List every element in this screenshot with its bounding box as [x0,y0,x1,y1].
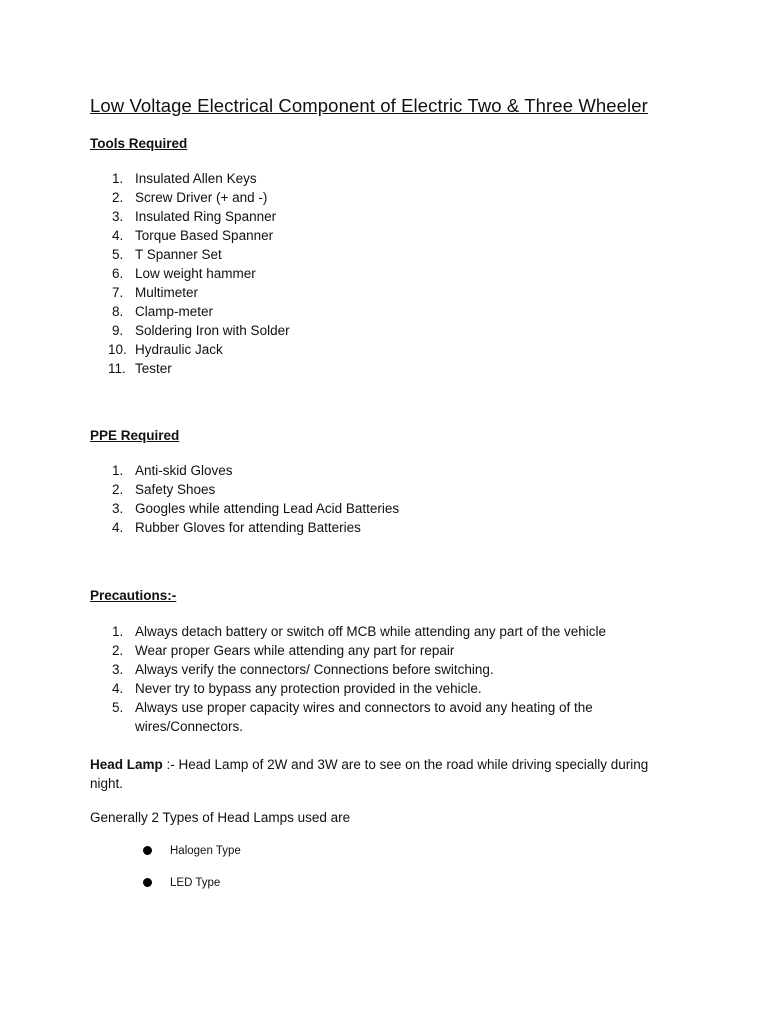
item-number: 4. [112,681,124,696]
item-text: Multimeter [135,285,199,300]
list-item [90,321,290,340]
item-text: Screw Driver (+ and -) [135,190,268,205]
bullet-icon [143,878,152,887]
list-item [90,641,650,660]
item-number: 7. [112,285,124,300]
item-text: Torque Based Spanner [135,228,274,243]
item-text: Anti-skid Gloves [135,463,233,478]
item-number: 2. [112,482,124,497]
item-number: 4. [112,520,124,535]
item-text: Always detach battery or switch off MCB while attending any part of the vehicle [135,624,606,639]
list-item [90,480,399,499]
item-number: 10. [108,342,127,357]
list-item [90,283,290,302]
bullet-text: LED Type [170,877,221,889]
item-text: Always use proper capacity wires and connectors to avoid any heating of the wires/Connectors. [135,700,593,734]
item-number: 3. [112,501,124,516]
item-number: 2. [112,643,124,658]
bullet-item [140,842,241,874]
item-number: 6. [112,266,124,281]
head-lamp-label: Head Lamp [90,757,163,772]
list-item [90,499,399,518]
item-text: Low weight hammer [135,266,256,281]
item-text: Insulated Allen Keys [135,171,257,186]
list-item [90,188,290,207]
item-number: 3. [112,662,124,677]
item-number: 5. [112,247,124,262]
list-item [90,461,399,480]
item-text: Tester [135,361,172,376]
item-number: 11. [108,361,126,376]
item-text: Insulated Ring Spanner [135,209,277,224]
item-number: 1. [112,463,124,478]
ppe-list [90,461,399,537]
bullet-icon [143,846,152,855]
list-item [90,660,650,679]
item-number: 9. [112,323,124,338]
item-text: Never try to bypass any protection provided in the vehicle. [135,681,482,696]
document-title: Low Voltage Electrical Component of Electric Two & Three Wheeler [90,95,648,116]
item-number: 4. [112,228,124,243]
item-text: Always verify the connectors/ Connections before switching. [135,662,494,677]
item-text: Hydraulic Jack [135,342,223,357]
lamp-types-list [140,842,241,906]
precautions-heading: Precautions:- [90,588,177,603]
list-item [90,340,290,359]
bullet-item [140,874,241,906]
list-item [90,622,650,641]
item-number: 1. [112,171,124,186]
list-item [90,226,290,245]
list-item [90,698,650,736]
item-number: 3. [112,209,124,224]
tools-list [90,169,290,378]
head-lamp-text: :- Head Lamp of 2W and 3W are to see on the road while driving specially during night. [90,757,649,791]
tools-heading: Tools Required [90,136,188,151]
list-item [90,302,290,321]
list-item [90,679,650,698]
list-item [90,359,290,378]
types-intro: Generally 2 Types of Head Lamps used are [90,810,351,825]
bullet-text: Halogen Type [170,845,241,857]
list-item [90,264,290,283]
item-text: Rubber Gloves for attending Batteries [135,520,361,535]
precautions-list [90,622,650,736]
list-item [90,207,290,226]
item-number: 5. [112,700,124,715]
item-text: Clamp-meter [135,304,214,319]
item-text: T Spanner Set [135,247,222,262]
ppe-heading: PPE Required [90,428,180,443]
item-text: Wear proper Gears while attending any part for repair [135,643,455,658]
item-number: 1. [112,624,124,639]
item-text: Safety Shoes [135,482,216,497]
list-item [90,518,399,537]
list-item [90,169,290,188]
item-text: Googles while attending Lead Acid Batteries [135,501,400,516]
item-number: 8. [112,304,124,319]
list-item [90,245,290,264]
item-number: 2. [112,190,124,205]
head-lamp-paragraph [90,755,670,793]
item-text: Soldering Iron with Solder [135,323,290,338]
